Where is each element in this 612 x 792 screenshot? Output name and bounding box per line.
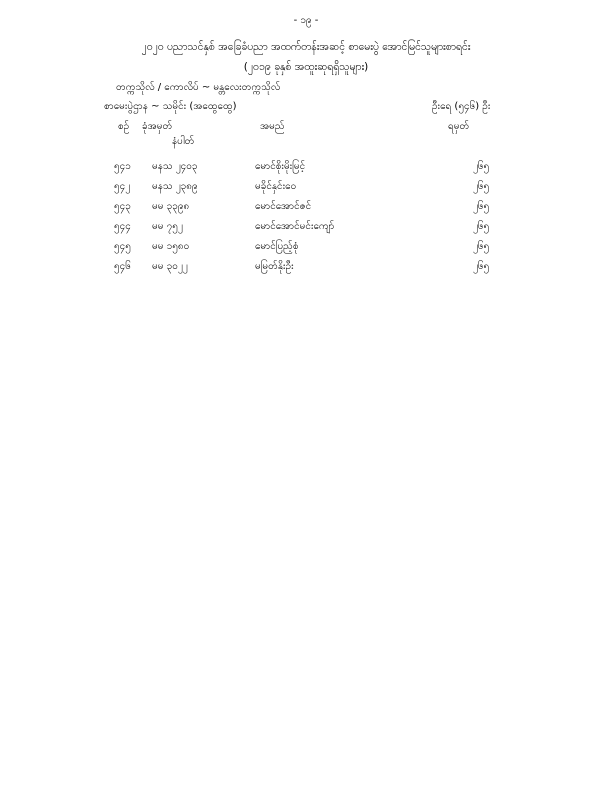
table-row [0, 200, 612, 218]
row-no: ၅၄၅ [114, 241, 131, 252]
row-name: မောင်စိုးမိုးမြင့် [255, 161, 306, 172]
table-row [0, 180, 612, 198]
row-name: မခိုင်နှင်းဝေ [255, 181, 297, 192]
row-roll: မမ ၃၃၉၈ [152, 201, 190, 212]
university-label: တက္ကသိုလ် / ကောလိပ် ~ မန္တလေးတက္ကသိုလ် [116, 82, 281, 93]
exam-center-total: ဦးရေ (၅၄၆) ဦး [432, 101, 491, 112]
column-header-no: စဉ် [118, 121, 130, 132]
row-name: မောင်အောင်ဇင် [255, 201, 312, 212]
exam-center-label: စာမေးပွဲဌာန ~ သမိုင်း (အထွေထွေ) [104, 101, 237, 112]
document-title: ၂၀၂၀ ပညာသင်နှစ် အခြေခံပညာ အထက်တန်းအဆင့် စာမေးပွဲ အောင်မြင်သူများစာရင်း [141, 41, 471, 53]
document-subtitle: (၂၀၁၉ ခုနှစ် အထူးဆုရရှိသူများ) [243, 61, 369, 73]
row-roll: မမ ၇၅၂ [152, 221, 183, 232]
row-marks: ၂၆၅ [473, 241, 490, 252]
table-row [0, 260, 612, 278]
page-number: - ၁၉ - [293, 15, 319, 26]
row-no: ၅၄၃ [114, 201, 131, 212]
row-marks: ၂၆၅ [473, 261, 490, 272]
row-marks: ၂၆၅ [473, 181, 490, 192]
row-roll: မမ ၃၀၂၂ [152, 261, 188, 272]
row-roll: မနသ ၂၃၈၉ [152, 181, 198, 192]
row-no: ၅၄၁ [114, 161, 131, 172]
table-row [0, 220, 612, 238]
row-marks: ၂၆၅ [473, 201, 490, 212]
row-no: ၅၄၆ [114, 261, 131, 272]
table-row [0, 240, 612, 258]
row-name: မမြတ်နိုးဦး [255, 261, 294, 272]
row-no: ၅၄၄ [114, 221, 131, 232]
column-header-roll: ခုံအမှတ် [142, 121, 173, 132]
row-roll: မနသ ၂၄၀၃ [152, 161, 198, 172]
row-roll: မမ ၁၅၈၀ [152, 241, 190, 252]
row-name: မောင်အောင်မင်းကျော် [255, 221, 335, 232]
row-name: မောင်ပြည့်စုံ [255, 241, 299, 252]
row-marks: ၂၆၅ [473, 221, 490, 232]
column-header-roll-line2: နံပါတ် [172, 136, 195, 147]
table-row [0, 160, 612, 178]
row-marks: ၂၆၅ [473, 161, 490, 172]
column-header-marks: ရမှတ် [448, 121, 470, 132]
column-header-name: အမည် [260, 121, 285, 132]
row-no: ၅၄၂ [114, 181, 131, 192]
